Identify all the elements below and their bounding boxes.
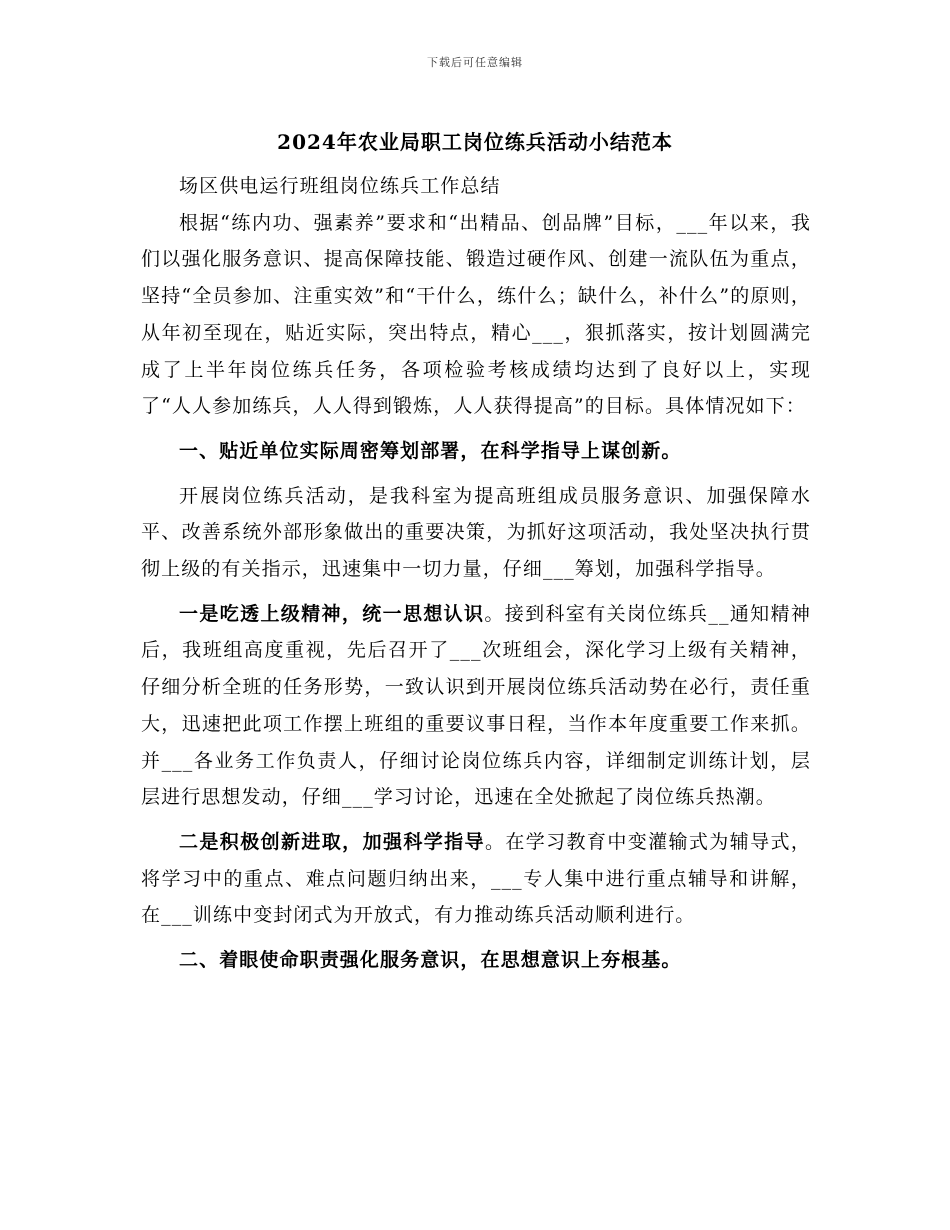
section-1-heading: 一、贴近单位实际周密筹划部署，在科学指导上谋创新。	[179, 439, 682, 462]
section-1-point-2	[141, 824, 811, 934]
intro-paragraph: 根据“练内功、强素养”要求和“出精品、创品牌”目标，___年以来，我们以强化服务意识、提高保障技能、锻造过硬作风、创建一流队伍为重点，坚持“全员参加、注重实效”和“干什么，练什么；缺什么，补什么”的原则，从年初至现在，贴近实际，突出特点，精心___，狠抓落实，按计划圆满完成了上半年岗位练兵任务，各项检验考核成绩均达到了良好以上，实现了“人人参加练兵，人人得到锻炼，人人获得提高”的目标。具体情况如下：	[141, 211, 811, 418]
section-2-heading: 二、着眼使命职责强化服务意识，在思想意识上夯根基。	[179, 949, 682, 972]
subtitle-line: 场区供电运行班组岗位练兵工作总结	[179, 175, 501, 197]
section-1-paragraph: 开展岗位练兵活动，是我科室为提高班组成员服务意识、加强保障水平、改善系统外部形象做出的重要决策，为抓好这项活动，我处坚决执行贯彻上级的有关指示，迅速集中一切力量，仔细___筹划，加强科学指导。	[141, 484, 811, 581]
point-2-lead: 二是积极创新进取，加强科学指导	[179, 830, 485, 853]
point-1-text: 。接到科室有关岗位练兵__通知精神后，我班组高度重视，先后召开了___次班组会，深化学习上级有关精神，仔细分析全班的任务形势，一致认识到开展岗位练兵活动势在必行，责任重大，迅速把此项工作摆上班组的重要议事日程，当作本年度重要工作来抓。并___各业务工作负责人，仔细讨论岗位练兵内容，详细制定训练计划，层层进行思想发动，仔细___学习讨论，迅速在全处掀起了岗位练兵热潮。	[141, 602, 811, 809]
header-note: 下载后可任意编辑	[427, 56, 523, 69]
point-1-lead: 一是吃透上级精神，统一思想认识	[179, 602, 485, 625]
document-title: 2024年农业局职工岗位练兵活动小结范本	[277, 130, 673, 154]
document-body	[141, 168, 811, 979]
section-1-point-1	[141, 596, 811, 816]
point-2-text: 。在学习教育中变灌输式为辅导式，将学习中的重点、难点问题归纳出来，___专人集中进行重点辅导和讲解，在___训练中变封闭式为开放式，有力推动练兵活动顺利进行。	[141, 830, 811, 927]
